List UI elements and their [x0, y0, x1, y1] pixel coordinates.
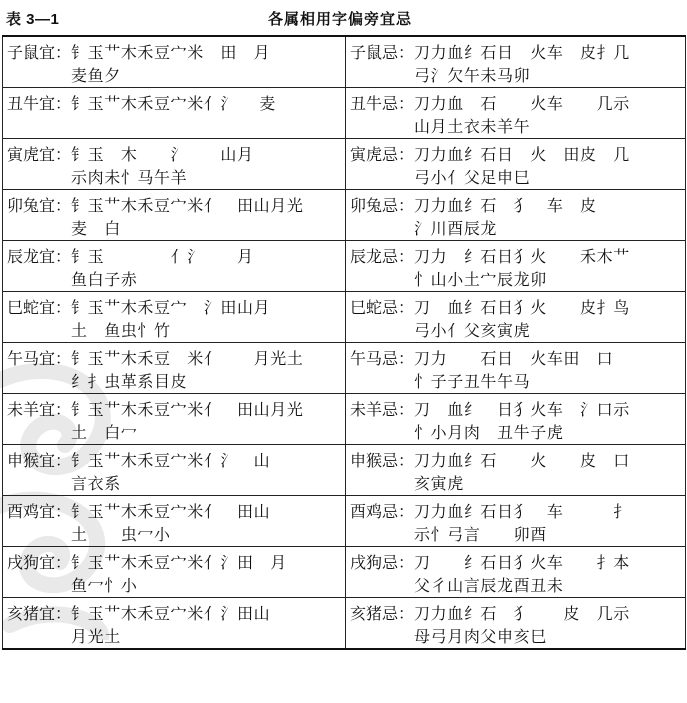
suitable-cell: [3, 343, 346, 394]
table-row: [3, 190, 686, 241]
table-row: [3, 88, 686, 139]
suitable-radicals: 钅玉艹木禾豆宀米亻氵田山 月光土: [71, 604, 271, 646]
suitable-label: 亥猪宜：: [7, 604, 72, 623]
avoid-cell: [346, 241, 686, 292]
suitable-cell: [3, 88, 346, 139]
table-row: [3, 292, 686, 343]
avoid-label: 戌狗忌：: [350, 553, 415, 572]
avoid-label: 卯兔忌：: [350, 196, 415, 215]
suitable-label: 酉鸡宜：: [7, 502, 72, 521]
table-row: [3, 343, 686, 394]
suitable-cell: [3, 36, 346, 88]
suitable-cell: [3, 445, 346, 496]
suitable-cell: [3, 190, 346, 241]
avoid-label: 子鼠忌：: [350, 43, 415, 62]
table-row: [3, 241, 686, 292]
suitable-label: 辰龙宜：: [7, 247, 72, 266]
suitable-cell: [3, 394, 346, 445]
avoid-label: 申猴忌：: [350, 451, 415, 470]
suitable-label: 丑牛宜：: [7, 94, 72, 113]
suitable-radicals: 钅玉艹木禾豆宀米亻氵 麦: [71, 94, 276, 113]
avoid-cell: [346, 598, 686, 650]
suitable-radicals: 钅玉艹木禾豆宀米亻 田山月光 麦 白: [71, 196, 304, 238]
avoid-cell: [346, 394, 686, 445]
table-row: [3, 36, 686, 88]
avoid-cell: [346, 445, 686, 496]
avoid-radicals: 刀 血纟 日犭火车 氵口示 忄小月肉 丑牛子虎: [414, 400, 630, 442]
avoid-cell: [346, 496, 686, 547]
suitable-label: 子鼠宜：: [7, 43, 72, 62]
avoid-radicals: 刀力 纟石日犭火 禾木艹 忄山小土宀辰龙卯: [414, 247, 630, 289]
avoid-label: 午马忌：: [350, 349, 415, 368]
zodiac-radical-table: [2, 35, 686, 650]
suitable-cell: [3, 241, 346, 292]
suitable-cell: [3, 496, 346, 547]
suitable-radicals: 钅玉 亻氵 月 鱼白子赤: [71, 247, 254, 289]
table-header: [0, 0, 687, 34]
avoid-label: 寅虎忌：: [350, 145, 415, 164]
suitable-label: 巳蛇宜：: [7, 298, 72, 317]
avoid-cell: [346, 547, 686, 598]
table-row: [3, 598, 686, 650]
avoid-radicals: 刀力血 石 火车 几示 山月土衣未羊午: [414, 94, 630, 136]
avoid-radicals: 刀 纟石日犭火车 扌本 父彳山言辰龙酉丑未: [414, 553, 630, 595]
suitable-radicals: 钅玉艹木禾豆宀 氵田山月 土 鱼虫忄竹: [71, 298, 271, 340]
avoid-label: 亥猪忌：: [350, 604, 415, 623]
avoid-radicals: 刀 血纟石日犭火 皮扌鸟 弓小亻父亥寅虎: [414, 298, 630, 340]
avoid-label: 丑牛忌：: [350, 94, 415, 113]
suitable-label: 申猴宜：: [7, 451, 72, 470]
avoid-cell: [346, 139, 686, 190]
avoid-label: 未羊忌：: [350, 400, 415, 419]
avoid-label: 巳蛇忌：: [350, 298, 415, 317]
suitable-label: 寅虎宜：: [7, 145, 72, 164]
avoid-cell: [346, 190, 686, 241]
table-title: 各属相用字偏旁宜忌: [267, 11, 412, 28]
avoid-cell: [346, 292, 686, 343]
avoid-label: 辰龙忌：: [350, 247, 415, 266]
suitable-radicals: 钅玉艹木禾豆宀米亻 田山 土 虫冖小: [71, 502, 271, 544]
suitable-cell: [3, 547, 346, 598]
table-row: [3, 496, 686, 547]
avoid-cell: [346, 88, 686, 139]
suitable-radicals: 钅玉艹木禾豆宀米亻氵田 月 鱼冖忄小: [71, 553, 287, 595]
suitable-label: 戌狗宜：: [7, 553, 72, 572]
suitable-radicals: 钅玉艹木禾豆宀米 田 月 麦鱼夕: [71, 43, 271, 85]
avoid-cell: [346, 36, 686, 88]
avoid-radicals: 刀力血纟石 火 皮 口 亥寅虎: [414, 451, 630, 493]
table-row: [3, 394, 686, 445]
suitable-radicals: 钅玉艹木禾豆宀米亻氵 山 言衣系: [71, 451, 271, 493]
suitable-radicals: 钅玉艹木禾豆 米亻 月光土 纟扌虫革系目皮: [71, 349, 304, 391]
suitable-radicals: 钅玉艹木禾豆宀米亻 田山月光 土 白冖: [71, 400, 304, 442]
suitable-label: 午马宜：: [7, 349, 72, 368]
table-row: [3, 139, 686, 190]
suitable-cell: [3, 292, 346, 343]
avoid-radicals: 刀力血纟石日 火车 皮扌几 弓氵欠午未马卯: [414, 43, 630, 85]
avoid-cell: [346, 343, 686, 394]
table-row: [3, 445, 686, 496]
suitable-cell: [3, 598, 346, 650]
avoid-label: 酉鸡忌：: [350, 502, 415, 521]
suitable-cell: [3, 139, 346, 190]
suitable-radicals: 钅玉 木 氵 山月 示肉未忄马午羊: [71, 145, 254, 187]
table-number: 表 3—1: [6, 11, 60, 28]
avoid-radicals: 刀力血纟石 犭 皮 几示 母弓月肉父申亥巳: [414, 604, 630, 646]
suitable-label: 未羊宜：: [7, 400, 72, 419]
suitable-label: 卯兔宜：: [7, 196, 72, 215]
avoid-radicals: 刀力血纟石日 火 田皮 几 弓小亻父足申巳: [414, 145, 630, 187]
avoid-radicals: 刀力血纟石 犭 车 皮 氵川酉辰龙: [414, 196, 597, 238]
table-row: [3, 547, 686, 598]
avoid-radicals: 刀力 石日 火车田 口 忄子子丑牛午马: [414, 349, 614, 391]
avoid-radicals: 刀力血纟石日犭 车 扌 示忄弓言 卯酉: [414, 502, 630, 544]
